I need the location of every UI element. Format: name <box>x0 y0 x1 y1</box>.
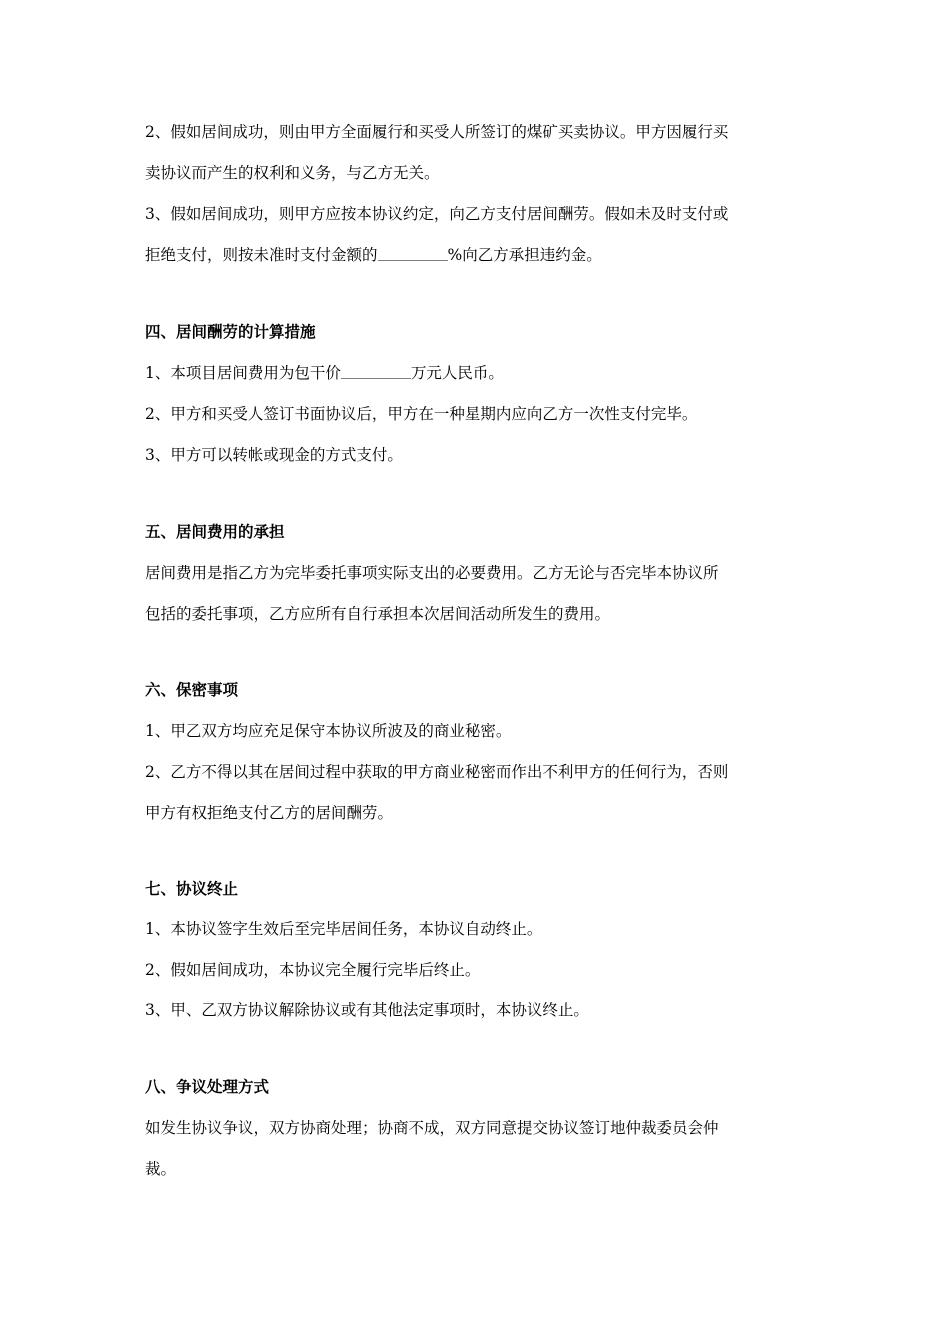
section4-item2: 2、甲方和买受人签订书面协议后，甲方在一种星期内应向乙方一次性支付完毕。 <box>145 405 698 423</box>
section3-item2-line1: 2、假如居间成功，则由甲方全面履行和买受人所签订的煤矿买卖协议。甲方因履行买 <box>145 123 729 141</box>
fill-in-blank-amount <box>341 364 411 379</box>
section3-item3-line1: 3、假如居间成功，则甲方应按本协议约定，向乙方支付居间酬劳。假如未及时支付或 <box>145 205 729 223</box>
section4-heading: 四、居间酬劳的计算措施 <box>145 323 316 341</box>
section3-item2-line2: 卖协议而产生的权利和义务，与乙方无关。 <box>145 164 440 182</box>
section3-item3-line2-before: 拒绝支付，则按未准时支付金额的 <box>145 246 378 264</box>
section6-item1: 1、甲乙双方均应充足保守本协议所波及的商业秘密。 <box>145 722 512 740</box>
section8-heading: 八、争议处理方式 <box>145 1078 270 1096</box>
section5-para-line1: 居间费用是指乙方为完毕委托事项实际支出的必要费用。乙方无论与否完毕本协议所 <box>145 564 719 582</box>
section6-item2-line1: 2、乙方不得以其在居间过程中获取的甲方商业秘密而作出不利甲方的任何行为，否则 <box>145 763 729 781</box>
section3-item3-line2 <box>145 244 815 266</box>
section8-para-line1: 如发生协议争议，双方协商处理；协商不成，双方同意提交协议签订地仲裁委员会仲 <box>145 1119 719 1137</box>
section6-heading: 六、保密事项 <box>145 681 239 699</box>
section4-item1 <box>145 362 815 384</box>
section5-para-line2: 包括的委托事项，乙方应所有自行承担本次居间活动所发生的费用。 <box>145 605 611 623</box>
section4-item3: 3、甲方可以转帐或现金的方式支付。 <box>145 446 403 464</box>
section7-item3: 3、甲、乙双方协议解除协议或有其他法定事项时，本协议终止。 <box>145 1001 589 1019</box>
section5-heading: 五、居间费用的承担 <box>145 523 285 541</box>
section4-item1-after: 万元人民币。 <box>410 364 504 382</box>
section4-item1-before: 1、本项目居间费用为包干价 <box>145 364 341 382</box>
fill-in-blank-percent <box>378 246 448 261</box>
section7-item2: 2、假如居间成功，本协议完全履行完毕后终止。 <box>145 961 481 979</box>
section7-item1: 1、本协议签字生效后至完毕居间任务，本协议自动终止。 <box>145 920 543 938</box>
section6-item2-line2: 甲方有权拒绝支付乙方的居间酬劳。 <box>145 804 394 822</box>
section8-para-line2: 裁。 <box>145 1160 177 1178</box>
section3-item3-line2-after: %向乙方承担违约金。 <box>447 246 602 264</box>
section7-heading: 七、协议终止 <box>145 880 239 898</box>
